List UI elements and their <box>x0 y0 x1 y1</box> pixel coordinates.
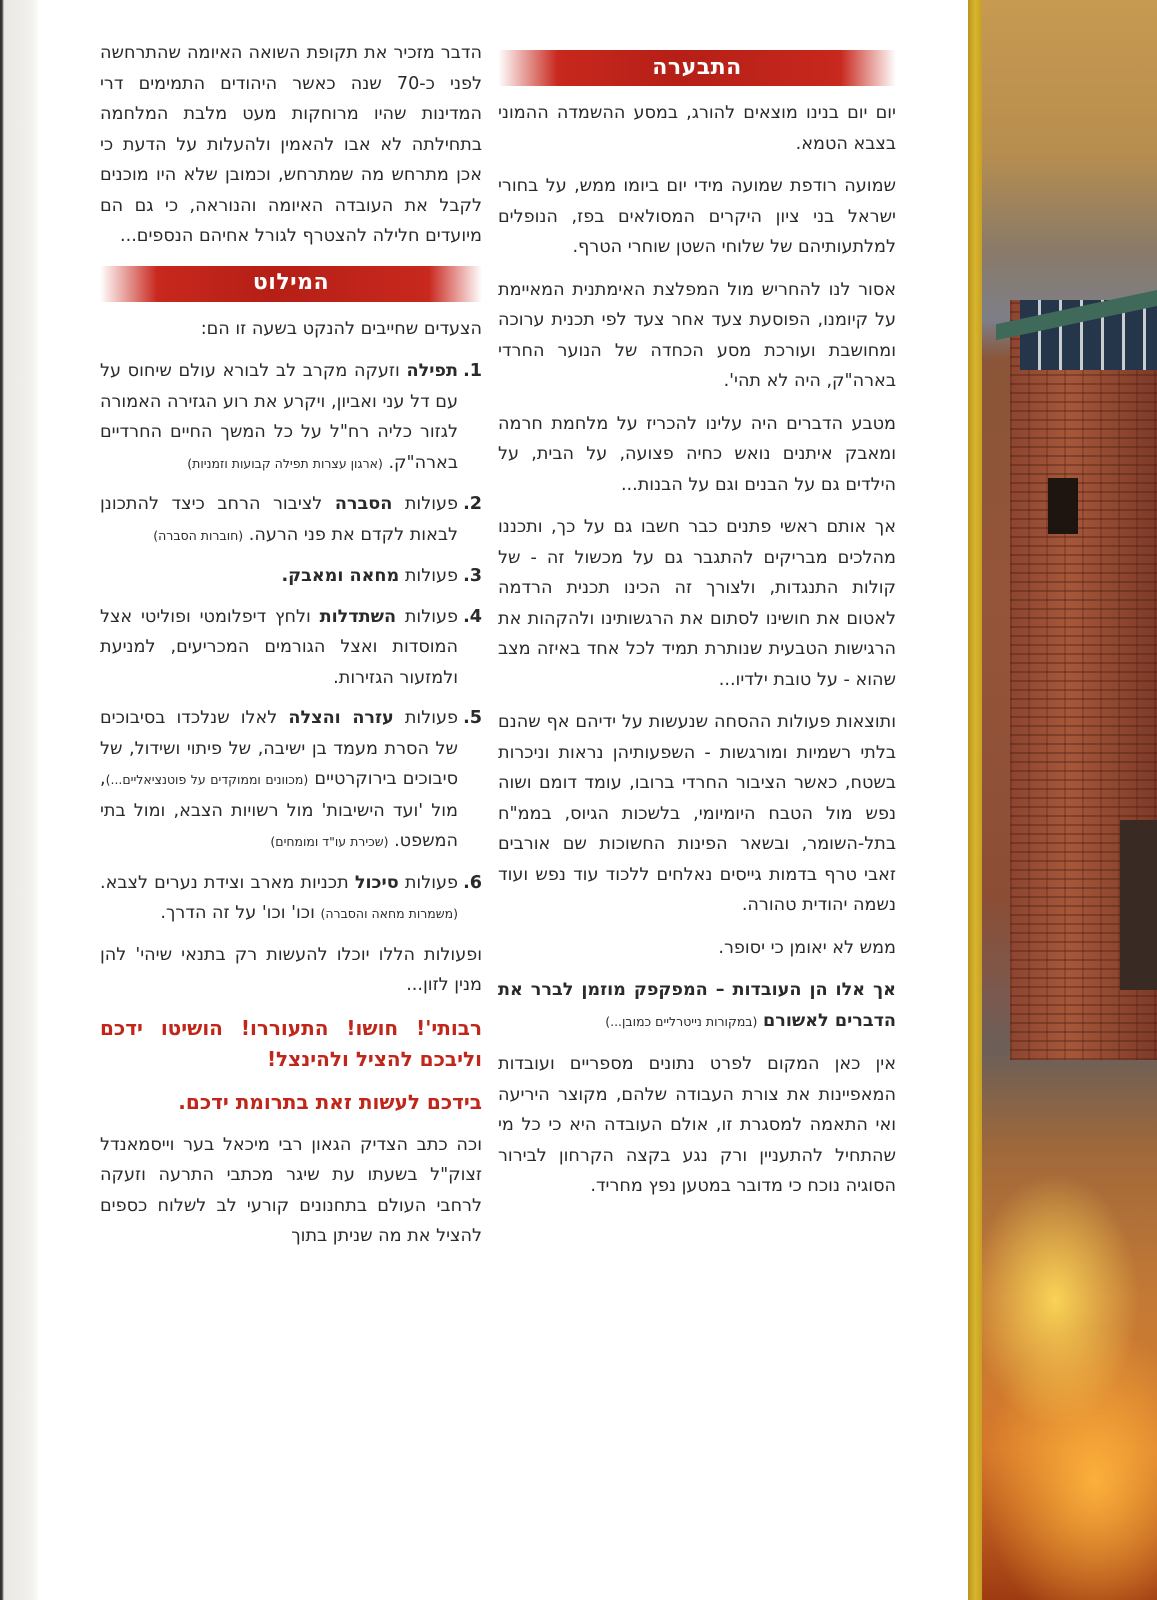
paragraph: אסור לנו להחריש מול המפלצת האימתנית המאיימת על קיומנו, הפוסעת צעד אחר צעד לפי תכנית ערוכה ומחושבת ועורכת מסע הכחדה של הנוער החרדי בארה"ק, היה לא תהי'. <box>498 279 896 391</box>
section-header-hatavera <box>498 50 896 86</box>
step-item-4 <box>100 602 482 694</box>
paragraph: שמועה רודפת שמועה מידי יום ביומו ממש, על בחורי ישראל בני ציון היקרים המסולאים בפז, הנופלים למלתעותיהם של שלוחי השטן שוחרי הטרף. <box>498 176 896 257</box>
subheading-bold: אך אלו הן העובדות – המפקפק מוזמן לברר את הדברים לאשורם <box>498 980 896 1031</box>
step-note: (שכירת עו"ד ומומחים) <box>270 834 389 849</box>
gold-divider-bar <box>968 0 982 1600</box>
step-body: פעולות מחאה ומאבק. <box>281 566 458 586</box>
step-note: (משמרות מחאה והסברה) <box>320 906 458 921</box>
paragraph: יום יום בנינו מוצאים להורג, במסע ההשמדה ההמוני בצבא הטמא. <box>498 103 896 154</box>
paragraph: אין כאן המקום לפרט נתונים מספריים ועובדות המאפיינות את צורת העבודה שלהם, מקוצר היריעה ואי התאמה למסגרת זו, אולם העובדה היא כי כל מי שהתחיל להתעניין ורק נגע בקצה הקרחון לבירור הסוגיה נוכח כי מדובר במטען נפץ מחריד. <box>498 1054 896 1196</box>
scan-edge <box>0 0 38 1600</box>
step-item-6 <box>100 868 482 930</box>
paragraph: ותוצאות פעולות ההסחה שנעשות על ידיהם אף שהנם בלתי רשמיות ומורגשות - השפעותיהן נראות וניכרות בשטח, כאשר הציבור החרדי ברובו, עומד דומם ושוה נפש מול הטבח היומיומי, בלשכות הגיוס, בממ"ח בתל-השומר, ובשאר הפינות החשוכות שם אורבים זאבי טרף בדמות גייסים נאלחים ללכוד עוד נפש ועוד נשמה יהודית טהורה. <box>498 712 896 915</box>
callout-donate: בידכם לעשות זאת בתרומת ידכם. <box>178 1089 482 1114</box>
step-item-2 <box>100 489 482 551</box>
paragraph: ממש לא יאומן כי יסופר. <box>718 937 896 958</box>
funding-paragraph: ופעולות הללו יוכלו להעשות רק בתנאי שיהי' להן מנין לזון... <box>100 944 482 995</box>
step-item-1 <box>100 356 482 479</box>
tower-door-image <box>1120 820 1157 990</box>
callout-urgent: רבותי'! חושו! התעוררו! הושיטו ידכם וליבכם להציל ולהינצל! <box>100 1015 482 1071</box>
step-number: 1. <box>463 361 482 381</box>
step-item-5 <box>100 703 482 858</box>
step-number: 5. <box>463 708 482 728</box>
intro-paragraph: הדבר מזכיר את תקופת השואה האיומה שהתרחשה לפני כ-70 שנה כאשר היהודים התמימים דרי המדינות שהיו מרוחקות מעט מלבת המלחמה בתחילתה לא אבו להאמין ולהעלות על הדעת כי אכן מתרחש מה שמתרחש, וכמובן שלא היו מוכנים לקבל את העובדה האיומה והנוראה, כי גם הם מיועדים חלילה להצטרף לגורל אחיהם הנספים... <box>100 43 483 246</box>
section-title: התבערה <box>652 54 742 80</box>
step-number: 6. <box>463 872 482 893</box>
step-number: 3. <box>463 566 482 586</box>
section-header-hamilut <box>100 266 482 302</box>
step-note: (ארגון עצרות תפילה קבועות וזמניות) <box>187 455 383 471</box>
step-body: פעולות הסברה לציבור הרחב כיצד להתכונן לבאות לקדם את פני הרעה. (חוברות הסברה) <box>100 494 458 545</box>
steps-intro: הצעדים שחייבים להנקט בשעה זו הם: <box>200 318 482 339</box>
step-item-3 <box>100 561 482 592</box>
step-body: פעולות סיכול תכניות מארב וצידת נערים לצבא. (משמרות מחאה והסברה) וכו' וכו' על זה הדרך. <box>100 872 458 923</box>
paragraph: מטבע הדברים היה עלינו להכריז על מלחמת חרמה ומאבק איתנים נואש כחיה פצועה, על הבית, על הילדים גם על הבנים וגם על הבנות... <box>498 413 896 495</box>
tower-opening-image <box>1048 478 1078 534</box>
section-title: המילוט <box>252 270 330 296</box>
step-body: פעולות השתדלות ולחץ דיפלומטי ופוליטי אצל המוסדות ואצל הגורמים המכריעים, למניעת ולמזעור הגזירות. <box>100 606 458 688</box>
closing-paragraph: וכה כתב הצדיק הגאון רבי מיכאל בער וייסמאנדל זצוק"ל בשעתו עת שיגר מכתבי התרעה וזעקה לרחבי העולם בתחנונים קורעי לב לשלוח כספים להציל את מה שניתן בתוך <box>100 1134 482 1246</box>
left-column <box>100 38 482 1264</box>
step-body: פעולות עזרה והצלה לאלו שנלכדו בסיבוכים של הסרת מעמד בן ישיבה, של פיתוי ושידול, של סיבוכים בירוקרטיים (מכוונים וממוקדים על פוטנציאליים...), מול 'ועד הישיבות' מול רשויות הצבא, ומול בתי המשפט. (שכירת עו"ד ומומחים) <box>100 708 458 851</box>
paragraph: אך אותם ראשי פתנים כבר חשבו גם על כך, ותכננו מהלכים מבריקים להתגבר גם על מכשול זה - של קולות התנגדות, ולצורך זה הכינו תכנית הרדמה לאטום את חושינו לסתום את הרגשותינו ולהקהות את הרגישות הטבעית שנותרת תמיד לכל אחד באיזה מצב שהוא - על טובת ילדיו... <box>498 517 896 690</box>
step-number: 2. <box>463 494 482 514</box>
step-body: תפילה וזעקה מקרב לב לבורא עולם שיחוס על עם דל עני ואביון, ויקרע את רוע הגזירה האמורה לגזור כליה רח"ל על כל המשך החיים החרדיים בארה"ק. (ארגון עצרות תפילה קבועות וזמניות) <box>100 361 458 473</box>
subheading-note: (במקורות נייטרליים כמובן...) <box>605 1013 758 1029</box>
right-column <box>498 50 896 1214</box>
step-note: (מכוונים וממוקדים על פוטנציאליים...) <box>105 772 309 787</box>
subheading <box>498 975 896 1037</box>
step-number: 4. <box>463 606 482 627</box>
step-note: (חוברות הסברה) <box>153 527 244 543</box>
